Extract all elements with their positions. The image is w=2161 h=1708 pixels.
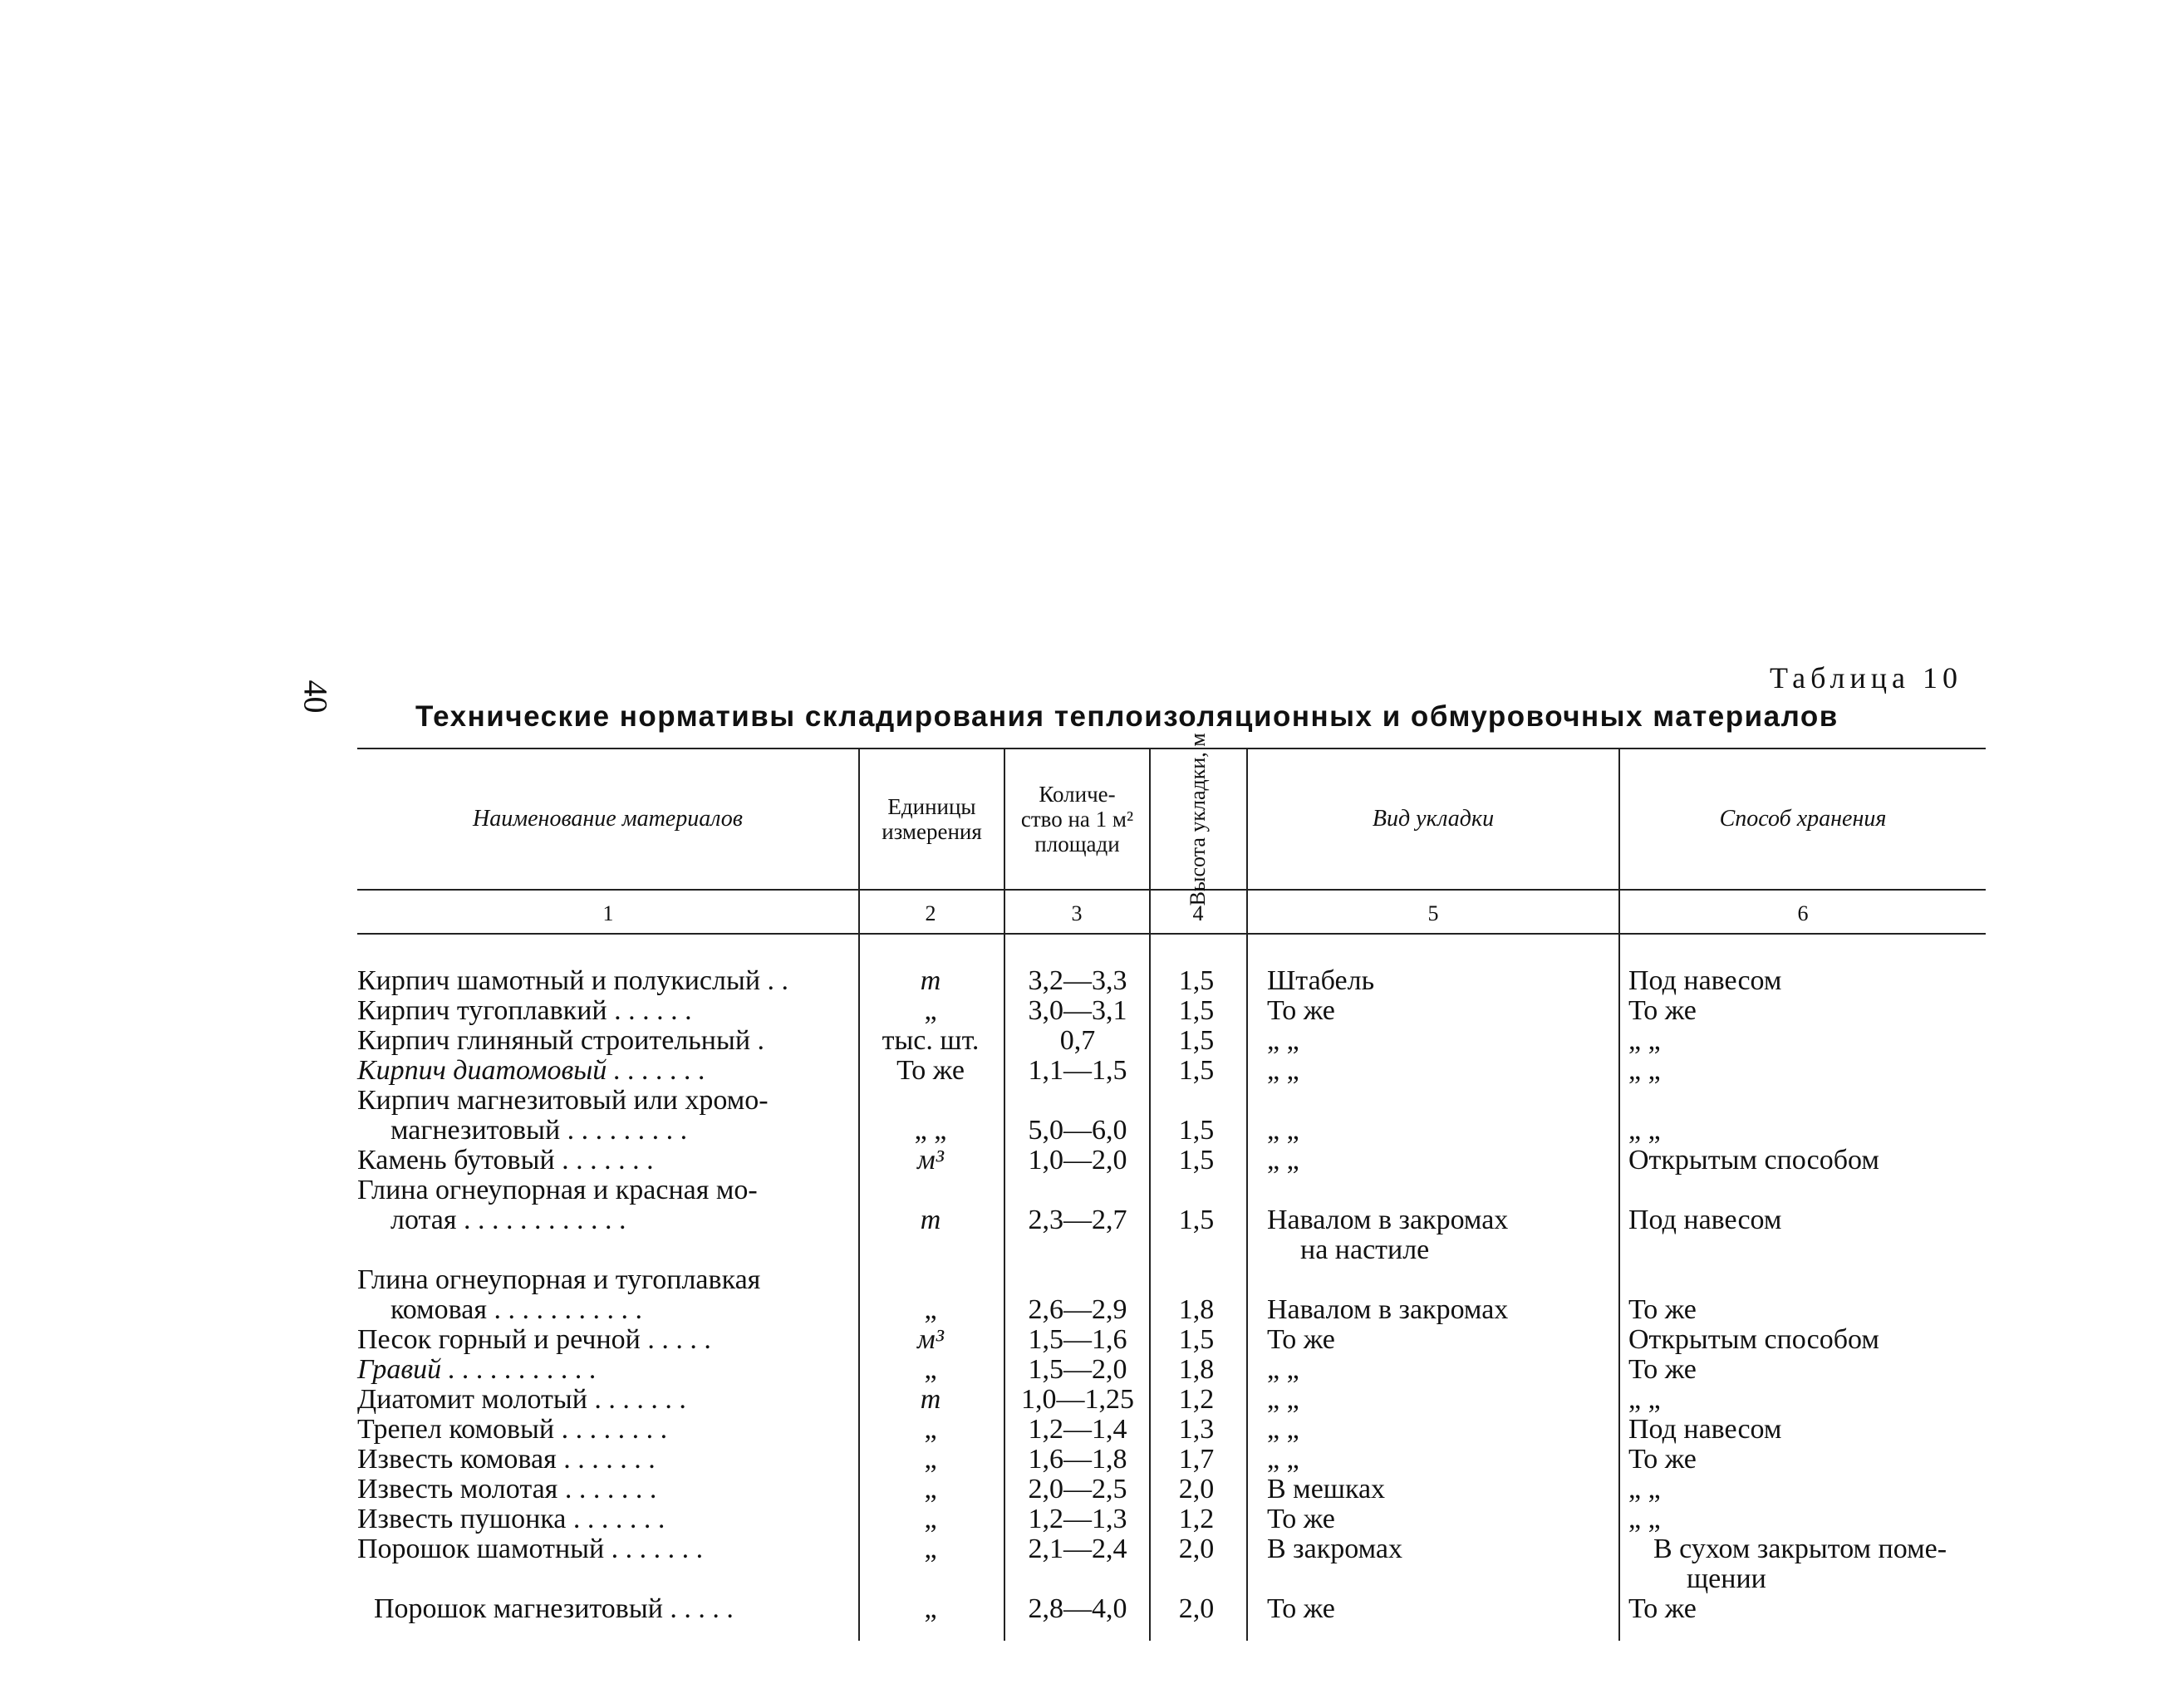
- storage-cell: Под навесом: [1628, 1205, 1782, 1235]
- stacking-type-cell: „ „: [1267, 1354, 1299, 1385]
- stacking-type-cell: В закромах: [1267, 1534, 1402, 1564]
- height-cell: 1,5: [1178, 1324, 1215, 1355]
- qty-cell: 3,0—3,1: [1028, 995, 1127, 1026]
- qty-cell: 1,6—1,8: [1028, 1444, 1127, 1475]
- unit-cell: „: [924, 1504, 937, 1534]
- column-number: 3: [1071, 901, 1083, 925]
- height-cell: 1,5: [1178, 1115, 1215, 1146]
- material-name: Известь пушонка . . . . . . .: [357, 1504, 665, 1534]
- qty-cell: 2,0—2,5: [1028, 1474, 1127, 1504]
- stacking-type-cell: То же: [1267, 1504, 1335, 1534]
- stacking-type-cell: „ „: [1267, 1414, 1299, 1445]
- unit-cell: „: [924, 995, 937, 1026]
- storage-cell: То же: [1628, 1593, 1697, 1624]
- height-cell: 1,5: [1178, 1055, 1215, 1086]
- height-cell: 1,7: [1178, 1444, 1215, 1475]
- material-name: Диатомит молотый . . . . . . .: [357, 1384, 686, 1415]
- storage-cell: В сухом закрытом поме-: [1653, 1534, 1947, 1564]
- header-bottom-rule: [357, 889, 1986, 891]
- storage-cell: „ „: [1628, 1384, 1661, 1415]
- header-qty: [1005, 749, 1149, 889]
- column-number: 6: [1797, 901, 1809, 925]
- height-cell: 1,3: [1178, 1414, 1215, 1445]
- qty-cell: 1,5—2,0: [1028, 1354, 1127, 1385]
- storage-cell: То же: [1628, 1294, 1697, 1325]
- header-name-label: Наименование материалов: [473, 806, 743, 832]
- qty-cell: 1,5—1,6: [1028, 1324, 1127, 1355]
- material-name: Кирпич магнезитовый или хромо-: [357, 1085, 769, 1116]
- material-name: Песок горный и речной . . . . .: [357, 1324, 711, 1355]
- height-cell: 2,0: [1178, 1474, 1215, 1504]
- material-name: Порошок магнезитовый . . . . .: [374, 1593, 734, 1624]
- material-name: Кирпич диатомовый . . . . . . .: [357, 1055, 706, 1086]
- storage-cell: То же: [1628, 1444, 1697, 1475]
- unit-cell: „: [924, 1534, 937, 1564]
- qty-cell: 1,0—1,25: [1021, 1384, 1134, 1415]
- storage-cell: „ „: [1628, 1504, 1661, 1534]
- header-storage: [1620, 749, 1986, 889]
- qty-cell: 2,8—4,0: [1028, 1593, 1127, 1624]
- unit-cell: „ „: [914, 1115, 947, 1146]
- stacking-type-cell: То же: [1267, 1324, 1335, 1355]
- unit-cell: „: [924, 1414, 937, 1445]
- unit-cell: „: [924, 1444, 937, 1475]
- header-type: [1248, 749, 1618, 889]
- height-cell: 1,5: [1178, 995, 1215, 1026]
- material-name: Кирпич глиняный строительный .: [357, 1025, 765, 1056]
- material-name: Кирпич шамотный и полукислый . .: [357, 965, 789, 996]
- header-name: [357, 749, 858, 889]
- storage-cell: Под навесом: [1628, 1414, 1782, 1445]
- storage-cell: „ „: [1628, 1025, 1661, 1056]
- height-cell: 1,8: [1178, 1354, 1215, 1385]
- storage-continued: щении: [1687, 1563, 1766, 1594]
- height-cell: 2,0: [1178, 1593, 1215, 1624]
- column-number: 5: [1427, 901, 1439, 925]
- column-number: 1: [602, 901, 614, 925]
- header-unit: [860, 749, 1004, 889]
- header-storage-label: Способ хранения: [1719, 806, 1887, 832]
- unit-cell: тыс. шт.: [882, 1025, 980, 1056]
- header-type-label: Вид укладки: [1372, 806, 1495, 832]
- material-name: Камень бутовый . . . . . . .: [357, 1145, 654, 1175]
- height-cell: 1,5: [1178, 965, 1215, 996]
- unit-cell: „: [924, 1354, 937, 1385]
- storage-cell: То же: [1628, 1354, 1697, 1385]
- column-number: 4: [1192, 901, 1204, 925]
- height-cell: 1,2: [1178, 1384, 1215, 1415]
- qty-cell: 2,6—2,9: [1028, 1294, 1127, 1325]
- qty-cell: 0,7: [1059, 1025, 1096, 1056]
- unit-cell: м³: [917, 1145, 944, 1175]
- storage-cell: „ „: [1628, 1115, 1661, 1146]
- stacking-type-cell: Штабель: [1267, 965, 1375, 996]
- unit-cell: т: [920, 1205, 941, 1235]
- qty-cell: 3,2—3,3: [1028, 965, 1127, 996]
- stacking-type-cell: „ „: [1267, 1055, 1299, 1086]
- unit-cell: „: [924, 1474, 937, 1504]
- stacking-type-cell: Навалом в закромах: [1267, 1294, 1509, 1325]
- page-number: 40: [297, 680, 335, 714]
- stacking-type-cell: То же: [1267, 1593, 1335, 1624]
- height-cell: 1,5: [1178, 1025, 1215, 1056]
- unit-cell: т: [920, 1384, 941, 1415]
- stacking-type-cell: „ „: [1267, 1145, 1299, 1175]
- height-cell: 1,8: [1178, 1294, 1215, 1325]
- colnum-bottom-rule: [357, 933, 1986, 935]
- material-name: Глина огнеупорная и красная мо-: [357, 1175, 758, 1205]
- unit-cell: м³: [917, 1324, 944, 1355]
- storage-cell: „ „: [1628, 1474, 1661, 1504]
- stacking-type-cell: „ „: [1267, 1444, 1299, 1475]
- material-name: Трепел комовый . . . . . . . .: [357, 1414, 668, 1445]
- material-name-continued: лотая . . . . . . . . . . . .: [390, 1205, 626, 1235]
- qty-cell: 1,0—2,0: [1028, 1145, 1127, 1175]
- unit-cell: т: [920, 965, 941, 996]
- material-name: Глина огнеупорная и тугоплавкая: [357, 1264, 761, 1295]
- storage-cell: Под навесом: [1628, 965, 1782, 996]
- material-name: Порошок шамотный . . . . . . .: [357, 1534, 704, 1564]
- unit-cell: „: [924, 1593, 937, 1624]
- material-name: Известь комовая . . . . . . .: [357, 1444, 656, 1475]
- storage-cell: Открытым способом: [1628, 1145, 1879, 1175]
- header-height: [1151, 732, 1246, 906]
- stacking-type-cell: Навалом в закромах: [1267, 1205, 1509, 1235]
- column-number: 2: [925, 901, 936, 925]
- qty-cell: 1,2—1,4: [1028, 1414, 1127, 1445]
- table-label: Таблица 10: [1770, 661, 1962, 694]
- unit-cell: То же: [896, 1055, 965, 1086]
- qty-cell: 1,1—1,5: [1028, 1055, 1127, 1086]
- unit-cell: „: [924, 1294, 937, 1325]
- material-name: Гравий . . . . . . . . . . .: [357, 1354, 597, 1385]
- qty-cell: 5,0—6,0: [1028, 1115, 1127, 1146]
- height-cell: 1,2: [1178, 1504, 1215, 1534]
- stacking-type-cell: То же: [1267, 995, 1335, 1026]
- header-unit-label: Единицы измерения: [882, 793, 982, 844]
- storage-cell: Открытым способом: [1628, 1324, 1879, 1355]
- height-cell: 1,5: [1178, 1145, 1215, 1175]
- qty-cell: 2,1—2,4: [1028, 1534, 1127, 1564]
- qty-cell: 2,3—2,7: [1028, 1205, 1127, 1235]
- stacking-type-cell: В мешках: [1267, 1474, 1386, 1504]
- stacking-type-cell: „ „: [1267, 1025, 1299, 1056]
- stacking-type-cell: „ „: [1267, 1115, 1299, 1146]
- height-cell: 1,5: [1178, 1205, 1215, 1235]
- material-name-continued: комовая . . . . . . . . . . .: [390, 1294, 642, 1325]
- header-height-label: Высота укладки, м: [1186, 732, 1211, 906]
- storage-cell: „ „: [1628, 1055, 1661, 1086]
- storage-cell: То же: [1628, 995, 1697, 1026]
- material-name: Кирпич тугоплавкий . . . . . .: [357, 995, 692, 1026]
- stacking-type-continued: на настиле: [1300, 1234, 1430, 1265]
- material-name-continued: магнезитовый . . . . . . . . .: [390, 1115, 688, 1146]
- header-qty-label: Количе-ство на 1 м² площади: [1020, 781, 1134, 857]
- table-title: Технические нормативы складирования теплоизоляционных и обмуровочных материалов: [415, 700, 1839, 733]
- stacking-type-cell: „ „: [1267, 1384, 1299, 1415]
- height-cell: 2,0: [1178, 1534, 1215, 1564]
- material-name: Известь молотая . . . . . . .: [357, 1474, 657, 1504]
- qty-cell: 1,2—1,3: [1028, 1504, 1127, 1534]
